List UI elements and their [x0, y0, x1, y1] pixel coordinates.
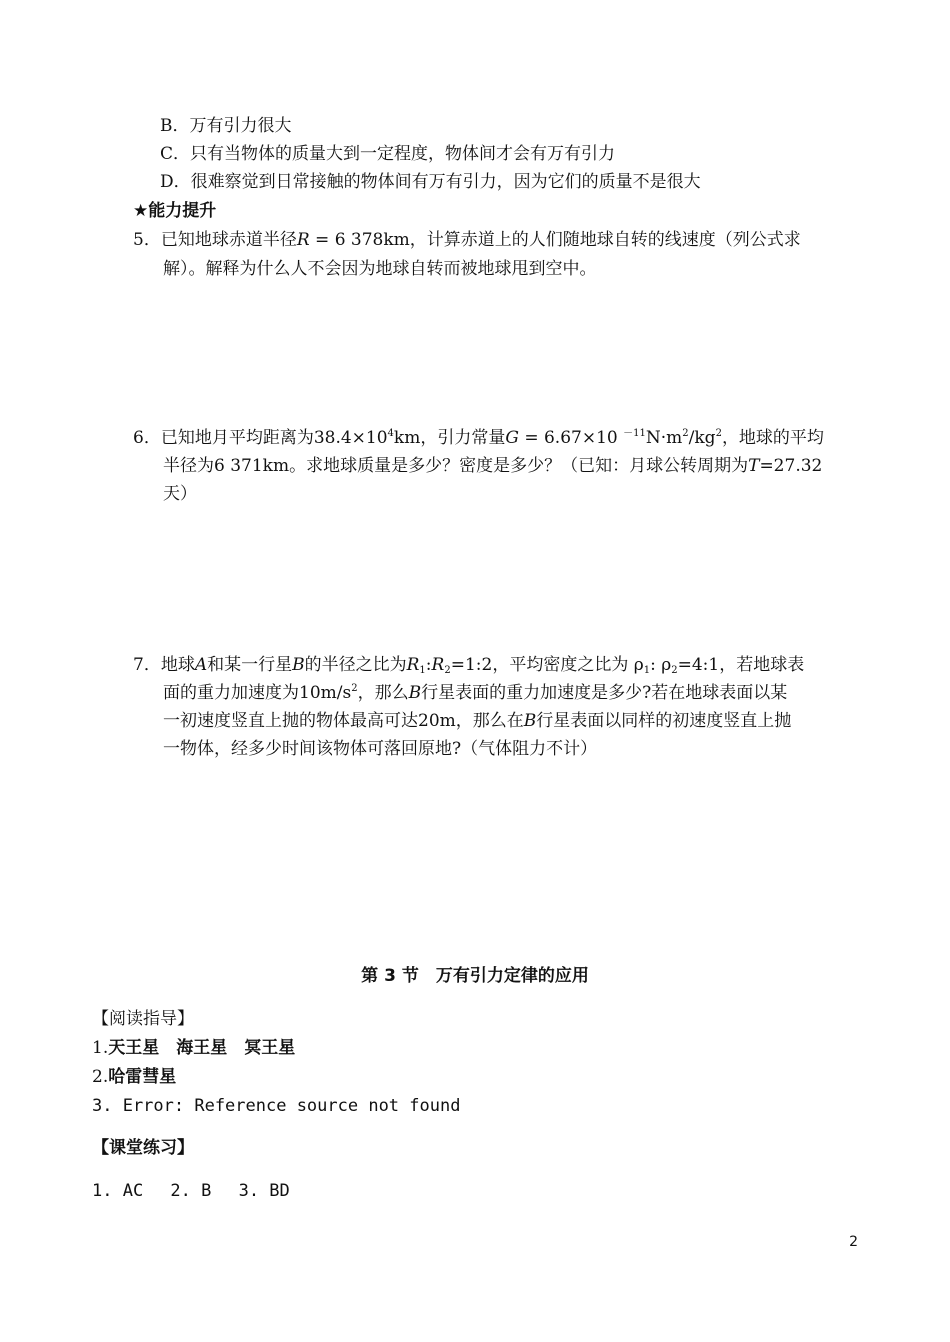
question-6-line-2: 半径为6 371km。求地球质量是多少？密度是多少？（已知：月球公转周期为T=27.32 — [163, 456, 823, 476]
question-5-line-1: 5．已知地球赤道半径R = 6 378km，计算赤道上的人们随地球自转的线速度（列公式求 — [133, 230, 801, 250]
section-ability-heading: ★能力提升 — [133, 201, 217, 221]
reading-guide-header: 【阅读指导】 — [92, 1009, 194, 1029]
question-7-line-4: 一物体，经多少时间该物体可落回原地?（气体阻力不计） — [163, 739, 598, 759]
page-number: 2 — [849, 1234, 858, 1250]
reading-guide-item-2: 2.哈雷彗星 — [92, 1067, 177, 1087]
question-7-line-2: 面的重力加速度为$10m/s^2$，那么B行星表面的重力加速度是多少?若在地球表面以某 — [163, 683, 788, 703]
question-7-line-1: 7．地球A和某一行星B的半径之比为$R_1:R_2=1:2$，平均密度之比为 $\rho_1$: $\rho_2=4:1$，若地球表 — [133, 655, 805, 676]
option-b: B．万有引力很大 — [160, 116, 292, 136]
question-6-line-3: 天） — [163, 484, 197, 504]
class-practice-answers: 1. AC 2. B 3. BD — [92, 1181, 290, 1201]
option-d: D．很难察觉到日常接触的物体间有万有引力，因为它们的质量不是很大 — [160, 172, 701, 192]
reading-guide-item-1: 1.天王星 海王星 冥王星 — [92, 1038, 296, 1058]
section-3-title: 第 3 节 万有引力定律的应用 — [361, 966, 589, 986]
class-practice-header: 【课堂练习】 — [92, 1138, 194, 1158]
question-5-line-2: 解）。解释为什么人不会因为地球自转而被地球甩到空中。 — [163, 259, 597, 279]
reading-guide-item-3: 3. Error: Reference source not found — [92, 1096, 461, 1116]
question-7-line-3: 一初速度竖直上抛的物体最高可达20m，那么在B行星表面以同样的初速度竖直上抛 — [163, 711, 792, 731]
option-c: C．只有当物体的质量大到一定程度，物体间才会有万有引力 — [160, 144, 616, 164]
question-6-line-1: 6．已知地月平均距离为$38.4\times 10^4km$，引力常量G = 6.67×10 $^{-11}N\cdot m^2/kg^2$，地球的平均 — [133, 428, 824, 448]
